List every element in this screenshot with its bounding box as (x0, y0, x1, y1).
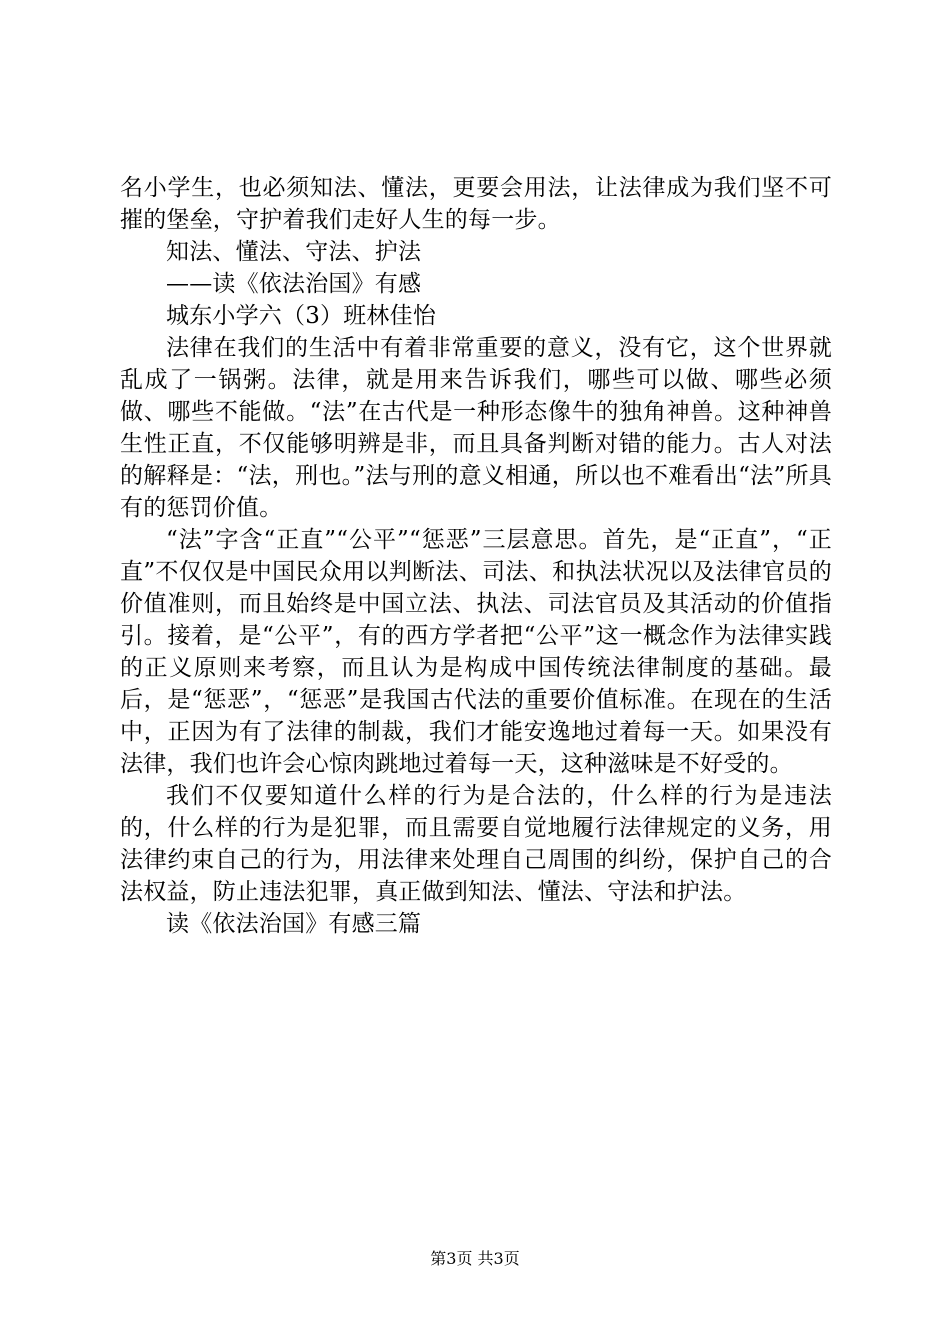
paragraph-2: “法”字含“正直”“公平”“惩恶”三层意思。首先，是“正直”，“正直”不仅仅是中国民众用以判断法、司法、和执法状况以及法律官员的价值准则，而且始终是中国立法、执法、司法官员及其活动的价值指引。接着，是“公平”，有的西方学者把“公平”这一概念作为法律实践的正义原则来考察，而且认为是构成中国传统法律制度的基础。最后，是“惩恶”，“惩恶”是我国古代法的重要价值标准。在现在的生活中，正因为有了法律的制裁，我们才能安逸地过着每一天。如果没有法律，我们也许会心惊肉跳地过着每一天，这种滋味是不好受的。 (120, 527, 832, 777)
essay-title: 知法、懂法、守法、护法 (166, 239, 422, 265)
document-body (120, 172, 832, 940)
paragraph-1: 法律在我们的生活中有着非常重要的意义，没有它，这个世界就乱成了一锅粥。法律，就是用来告诉我们，哪些可以做、哪些必须做、哪些不能做。“法”在古代是一种形态像牛的独角神兽。这种神兽生性正直，不仅能够明辨是非，而且具备判断对错的能力。古人对法的解释是：“法，刑也。”法与刑的意义相通，所以也不难看出“法”所具有的惩罚价值。 (120, 335, 832, 521)
essay-subtitle: ——读《依法治国》有感 (166, 271, 422, 297)
document-heading-closing: 读《依法治国》有感三篇 (166, 911, 422, 937)
essay-author: 城东小学六（3）班林佳怡 (166, 303, 437, 329)
paragraph-3: 我们不仅要知道什么样的行为是合法的，什么样的行为是违法的，什么样的行为是犯罪，而且需要自觉地履行法律规定的义务，用法律约束自己的行为，用法律来处理自己周围的纠纷，保护自己的合法权益，防止违法犯罪，真正做到知法、懂法、守法和护法。 (120, 783, 832, 905)
paragraph-continuation: 名小学生，也必须知法、懂法，更要会用法，让法律成为我们坚不可摧的堡垒，守护着我们走好人生的每一步。 (120, 175, 832, 233)
page-number-footer: 第3页 共3页 (430, 1249, 520, 1268)
